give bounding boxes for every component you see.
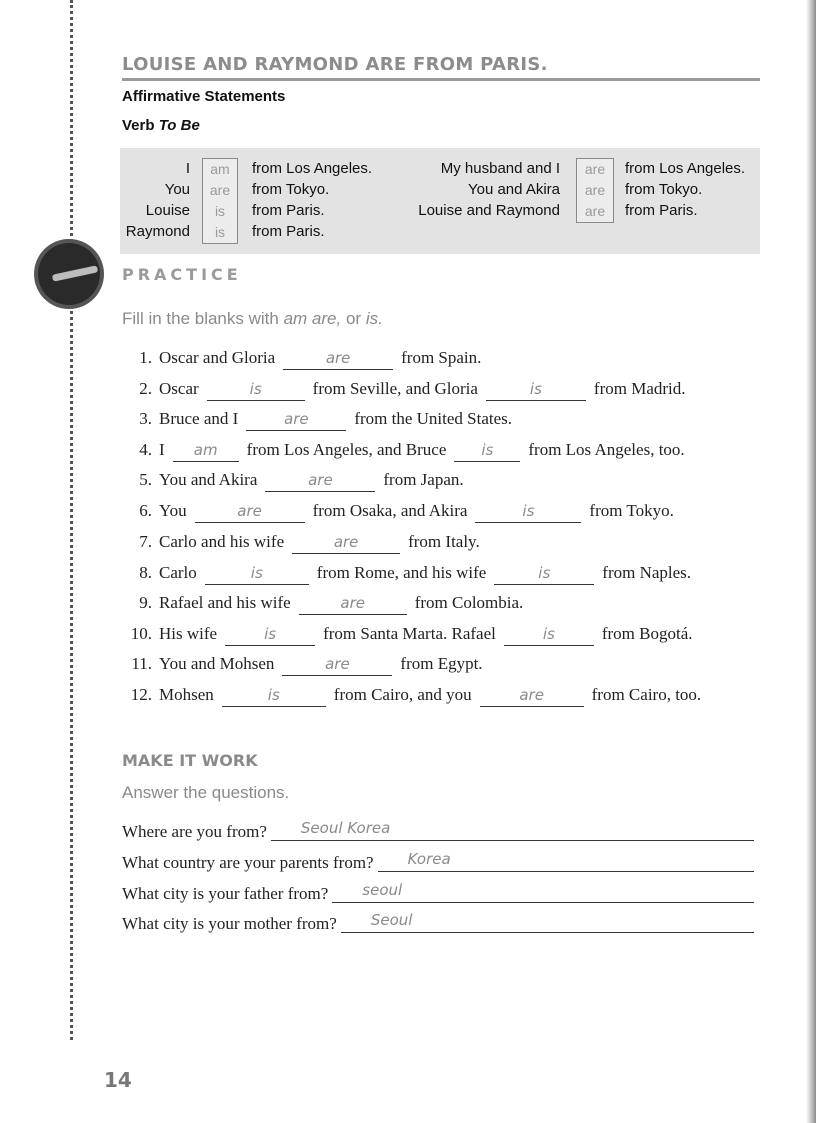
- exercise-item: [118, 438, 768, 462]
- item-text: from Madrid.: [593, 379, 686, 398]
- question-text: Where are you from?: [122, 822, 267, 841]
- answer-blank[interactable]: are: [480, 686, 584, 707]
- binding-dots: [70, 0, 73, 1040]
- instruction-text: Fill in the blanks with: [122, 309, 279, 328]
- question-text: What city is your father from?: [122, 884, 329, 903]
- exercise-item: [118, 499, 768, 523]
- grammar-rest: from Tokyo.: [625, 181, 703, 198]
- instruction-or: or: [345, 309, 362, 328]
- practice-instruction: [122, 309, 383, 329]
- item-number: 7.: [139, 532, 152, 551]
- grammar-left-verbs: [202, 158, 238, 244]
- grammar-rest: from Paris.: [252, 223, 325, 240]
- answer-blank[interactable]: are: [292, 533, 400, 554]
- item-text: from Seville, and Gloria: [312, 379, 478, 398]
- item-number: 9.: [139, 593, 152, 612]
- item-text: from Italy.: [408, 532, 480, 551]
- answer-line[interactable]: Seoul Korea: [271, 820, 754, 841]
- item-text: Carlo: [159, 563, 197, 582]
- subtitle: Affirmative Statements: [122, 88, 286, 105]
- grammar-box: [120, 148, 760, 254]
- item-text: I: [159, 440, 165, 459]
- exercise-item: [118, 591, 768, 615]
- grammar-verb: am: [210, 161, 230, 177]
- item-number: 4.: [139, 440, 152, 459]
- page-title: LOUISE AND RAYMOND ARE FROM PARIS.: [122, 54, 548, 75]
- grammar-left-rest: [252, 158, 402, 242]
- verb-label: Verb: [122, 117, 155, 134]
- item-text: from Colombia.: [414, 593, 524, 612]
- grammar-subject: You: [164, 181, 190, 198]
- page-number: 14: [104, 1068, 132, 1092]
- exercise-item: [118, 530, 768, 554]
- question-text: What country are your parents from?: [122, 853, 374, 872]
- answer-blank[interactable]: are: [299, 594, 407, 615]
- question-row: [122, 851, 754, 875]
- grammar-verb: are: [584, 161, 606, 177]
- item-text: Rafael and his wife: [159, 593, 291, 612]
- answer-blank[interactable]: are: [265, 471, 375, 492]
- answer-blank[interactable]: is: [225, 625, 315, 646]
- item-text: from Cairo, and you: [333, 685, 472, 704]
- item-number: 6.: [139, 501, 152, 520]
- answer-blank[interactable]: is: [205, 564, 309, 585]
- item-text: from Santa Marta. Rafael: [323, 624, 496, 643]
- grammar-rest: from Paris.: [625, 202, 698, 219]
- item-number: 2.: [139, 379, 152, 398]
- exercise-item: [118, 377, 768, 401]
- item-text: from Spain.: [401, 348, 482, 367]
- item-text: Mohsen: [159, 685, 214, 704]
- grammar-subject: Raymond: [125, 223, 190, 240]
- question-row: [122, 912, 754, 936]
- item-text: from Bogotá.: [601, 624, 693, 643]
- exercise-item: [118, 346, 768, 370]
- grammar-verb: is: [214, 224, 226, 240]
- answer-blank[interactable]: is: [222, 686, 326, 707]
- item-number: 3.: [139, 409, 152, 428]
- item-text: You: [159, 501, 187, 520]
- make-it-work-title: MAKE IT WORK: [122, 751, 258, 770]
- grammar-right-rest: [625, 158, 760, 221]
- answer-blank[interactable]: are: [246, 410, 346, 431]
- answer-blank[interactable]: is: [504, 625, 594, 646]
- grammar-rest: from Los Angeles.: [625, 160, 746, 177]
- title-rule: [122, 78, 760, 81]
- grammar-rest: from Los Angeles.: [252, 160, 373, 177]
- item-text: You and Akira: [159, 470, 258, 489]
- exercise-item: [118, 407, 768, 431]
- grammar-subject: You and Akira: [467, 181, 560, 198]
- item-text: from Los Angeles, and Bruce: [246, 440, 447, 459]
- item-text: Oscar: [159, 379, 199, 398]
- grammar-rest: from Paris.: [252, 202, 325, 219]
- item-text: Carlo and his wife: [159, 532, 285, 551]
- item-number: 10.: [130, 624, 152, 643]
- answer-blank[interactable]: are: [282, 655, 392, 676]
- item-text: You and Mohsen: [159, 654, 275, 673]
- grammar-verb: is: [214, 203, 226, 219]
- item-text: from Rome, and his wife: [316, 563, 487, 582]
- answer-blank[interactable]: is: [475, 502, 581, 523]
- grammar-rest: from Tokyo.: [252, 181, 330, 198]
- item-number: 12.: [130, 685, 152, 704]
- page-edge-shadow: [806, 0, 816, 1123]
- answer-blank[interactable]: is: [486, 380, 586, 401]
- item-text: His wife: [159, 624, 218, 643]
- answer-blank[interactable]: are: [283, 349, 393, 370]
- item-number: 1.: [139, 348, 152, 367]
- answer-blank[interactable]: is: [207, 380, 305, 401]
- exercise-item: [118, 622, 768, 646]
- item-text: from Tokyo.: [589, 501, 674, 520]
- exercise-item: [118, 561, 768, 585]
- item-text: from Naples.: [602, 563, 692, 582]
- answer-line[interactable]: Seoul: [341, 912, 754, 933]
- item-text: from Los Angeles, too.: [528, 440, 685, 459]
- question-text: What city is your mother from?: [122, 914, 337, 933]
- grammar-verb: are: [584, 203, 606, 219]
- grammar-subject: Louise and Raymond: [418, 202, 560, 219]
- instruction-is: is.: [365, 309, 383, 328]
- answer-blank[interactable]: is: [454, 441, 520, 462]
- item-text: from Osaka, and Akira: [312, 501, 468, 520]
- grammar-subject: My husband and I: [440, 160, 560, 177]
- item-text: from Japan.: [383, 470, 464, 489]
- grammar-verb: are: [584, 182, 606, 198]
- item-text: from Cairo, too.: [591, 685, 702, 704]
- item-text: from Egypt.: [400, 654, 483, 673]
- question-row: [122, 882, 754, 906]
- answer-line[interactable]: Korea: [378, 851, 754, 872]
- grammar-verb: are: [209, 182, 231, 198]
- exercise-item: [118, 468, 768, 492]
- make-it-work-instruction: Answer the questions.: [122, 783, 290, 802]
- item-number: 11.: [131, 654, 152, 673]
- answer-blank[interactable]: am: [173, 441, 239, 462]
- instruction-words: am are,: [283, 309, 342, 328]
- grammar-right-subjects: [390, 158, 560, 221]
- answer-blank[interactable]: is: [494, 564, 594, 585]
- exercise-item: [118, 652, 768, 676]
- item-number: 5.: [139, 470, 152, 489]
- grammar-subject: I: [185, 160, 190, 177]
- practice-title: PRACTICE: [122, 265, 242, 284]
- item-text: from the United States.: [354, 409, 513, 428]
- question-row: [122, 820, 754, 844]
- answer-blank[interactable]: are: [195, 502, 305, 523]
- grammar-right-verbs: [576, 158, 614, 223]
- verb-heading: [122, 117, 200, 134]
- item-number: 8.: [139, 563, 152, 582]
- answer-line[interactable]: seoul: [332, 882, 754, 903]
- item-text: Bruce and I: [159, 409, 239, 428]
- item-text: Oscar and Gloria: [159, 348, 276, 367]
- grammar-subject: Louise: [145, 202, 190, 219]
- grammar-left-subjects: [120, 158, 190, 242]
- pencil-badge-icon: [38, 243, 100, 305]
- exercise-item: [118, 683, 768, 707]
- verb-name: To Be: [158, 117, 200, 134]
